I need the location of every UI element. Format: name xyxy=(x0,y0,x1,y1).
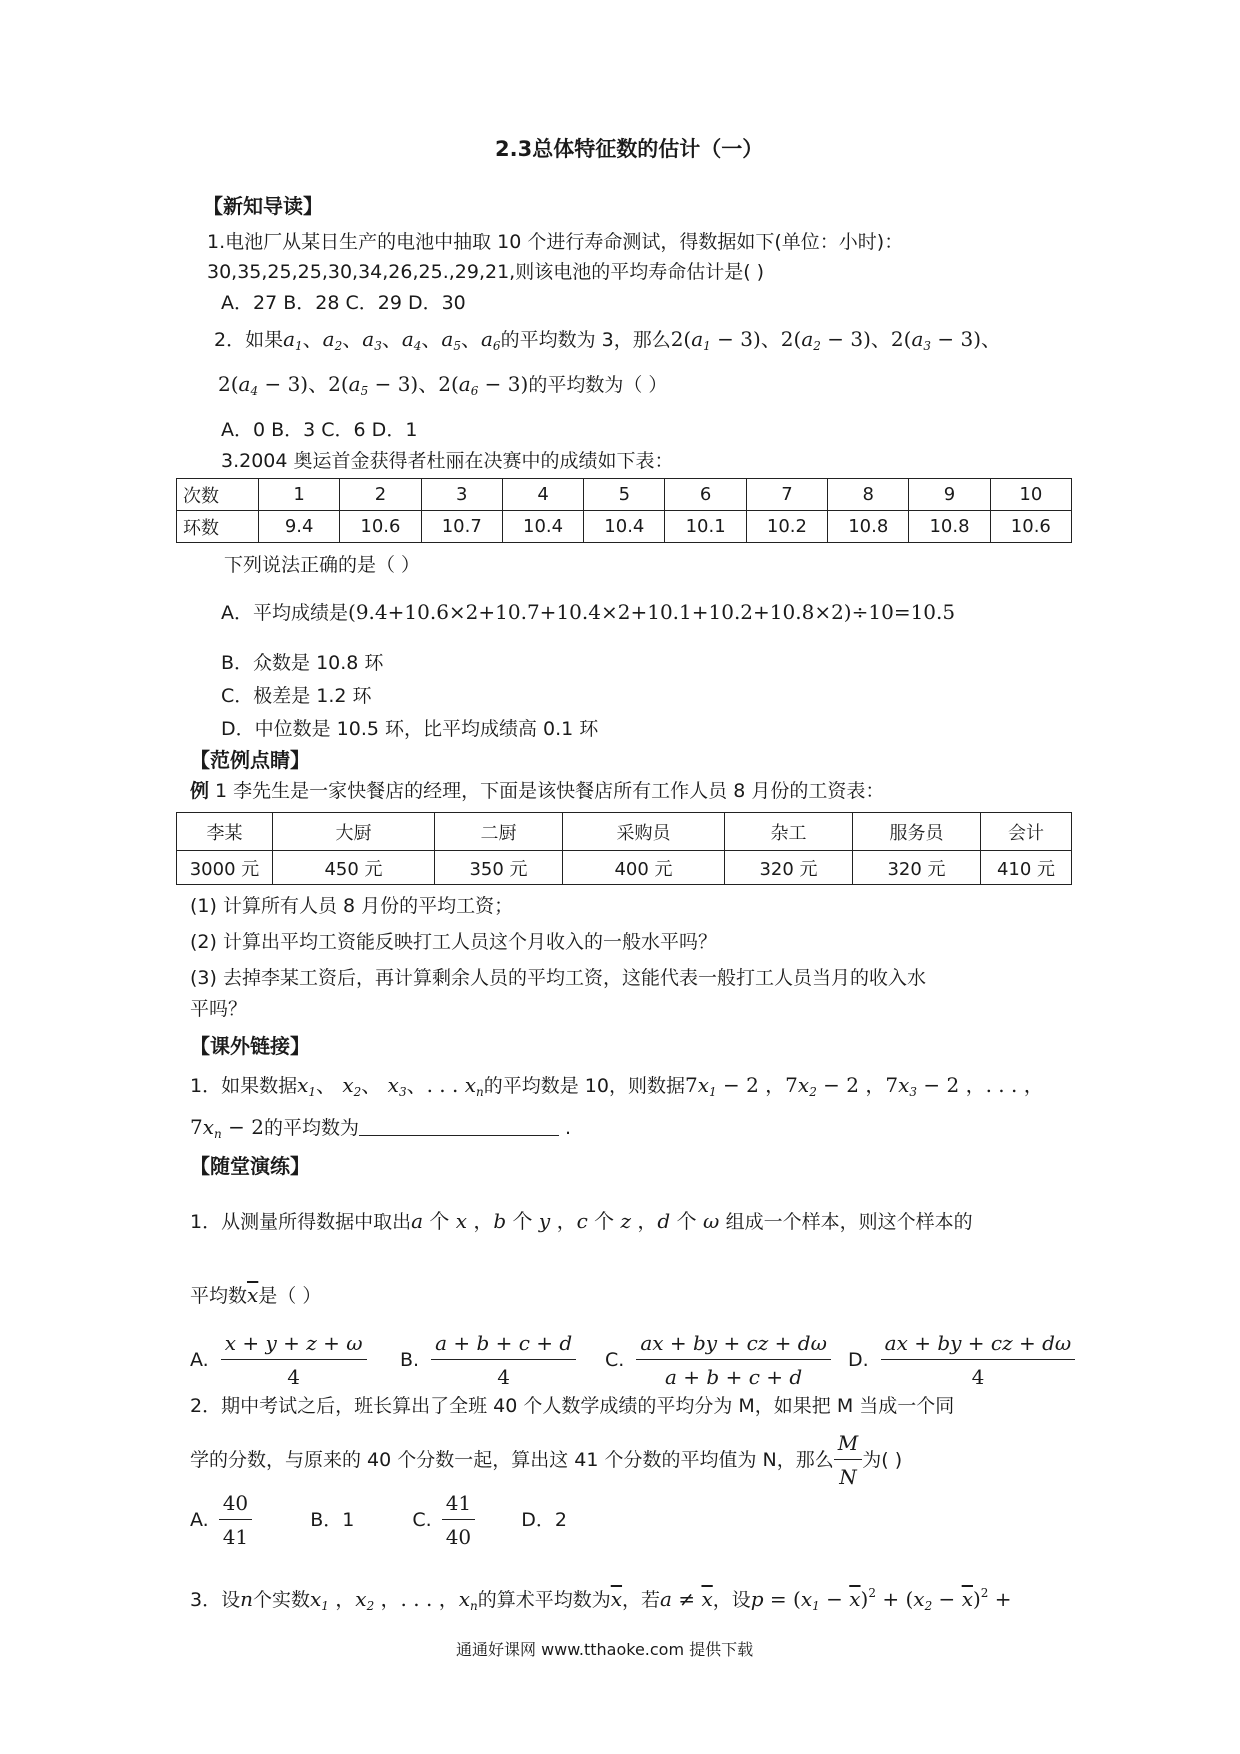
q2-line2 xyxy=(218,371,667,404)
drill-q1-line1 xyxy=(190,1208,973,1235)
example-intro xyxy=(190,778,884,804)
example-label: 例 xyxy=(190,780,210,802)
q1-line1: 1.电池厂从某日生产的电池中抽取 10 个进行寿命测试，得数据如下(单位：小时)： xyxy=(207,231,904,253)
drill-q2-end: 为( ) xyxy=(862,1449,903,1471)
drill-q3-mid3: ，若 xyxy=(622,1589,661,1611)
table-cell: 320 元 xyxy=(725,851,853,885)
table-cell: 350 元 xyxy=(435,851,563,885)
drill-q3-line1 xyxy=(190,1580,1012,1619)
drill-q1-option-a xyxy=(190,1330,367,1390)
drill-q2-line2 xyxy=(190,1430,902,1490)
drill-q1-prefix: 1．从测量所得数据中取出 xyxy=(190,1211,412,1233)
table-cell: 10.4 xyxy=(502,511,583,543)
table-cell: 3 xyxy=(421,479,502,511)
drill-q1-sample: a 个 x ，b 个 y ，c 个 z ，d 个 ω xyxy=(411,1209,720,1233)
option-d: D．2 xyxy=(521,1509,567,1531)
drill-q3-variables: $x_1$ ，$x_2$ ，. . . ，$x_n$ xyxy=(310,1587,478,1613)
drill-q1-option-d xyxy=(848,1330,1075,1390)
page-footer: 通通好课网 www.tthaoke.com 提供下载 xyxy=(456,1640,754,1659)
table-cell: 9 xyxy=(909,479,990,511)
drill-q1-option-b xyxy=(400,1330,576,1390)
table-cell: 10.7 xyxy=(421,511,502,543)
table-cell: 3000 元 xyxy=(177,851,273,885)
table-cell: 5 xyxy=(584,479,665,511)
table-cell: 400 元 xyxy=(563,851,725,885)
example-q3-line1: (3) 去掉李某工资后，再计算剩余人员的平均工资，这能代表一般打工人员当月的收入水 xyxy=(190,967,926,989)
fraction: $\frac{x + y + z + \omega}{4}$ xyxy=(221,1330,367,1390)
link-prefix: 1．如果数据 xyxy=(190,1075,298,1097)
drill-q3-condition: $a \ne \overline{x}$ xyxy=(660,1587,713,1611)
link-transformed: $7x_1 - 2$ ，$7x_2 - 2$ ，$7x_3 - 2$ ，. . . ， xyxy=(684,1073,1044,1099)
drill-q2-line1: 2．期中考试之后，班长算出了全班 40 个人数学成绩的平均分为 M，如果把 M 当成一个同 xyxy=(190,1395,955,1417)
drill-q2-options xyxy=(190,1490,567,1550)
fraction: $\frac{ax + by + cz + d\omega}{a + b + c + d}$ xyxy=(636,1330,831,1390)
table-cell: 8 xyxy=(828,479,909,511)
table-cell: 10.8 xyxy=(828,511,909,543)
q3-option-a-expr: (9.4+10.6×2+10.7+10.4×2+10.1+10.2+10.8×2)÷10=10.5 xyxy=(348,600,956,624)
q2-expr-b: $2(a_4 - 3)$、$2(a_5 - 3)$、$2(a_6 - 3)$ xyxy=(218,372,529,398)
drill-q3-p-expr: $p = (x_1 - \overline{x})^2 + (x_2 - \overline{x})^2$ + xyxy=(750,1586,1012,1613)
q2-variables: $a_1$、$a_2$、$a_3$、$a_4$、$a_5$、$a_6$ xyxy=(283,327,501,353)
x-bar-symbol: $\overline{x}$ xyxy=(247,1283,259,1307)
link-end: 的平均数为 xyxy=(263,1117,359,1139)
option-label: C. xyxy=(412,1509,432,1531)
q2-expr-a: $2(a_1 - 3)$、$2(a_2 - 3)$、$2(a_3 - 3)$、 xyxy=(670,327,1002,353)
example-q1: (1) 计算所有人员 8 月份的平均工资； xyxy=(190,895,514,917)
table-cell: 10.6 xyxy=(340,511,421,543)
section-heading-kewai: 【课外链接】 xyxy=(190,1034,310,1058)
table-cell: 4 xyxy=(502,479,583,511)
link-line1 xyxy=(190,1072,1044,1105)
table-row xyxy=(177,813,1072,851)
x-bar-symbol: $\overline{x}$ xyxy=(610,1587,623,1611)
q3-option-d: D．中位数是 10.5 环，比平均成绩高 0.1 环 xyxy=(221,718,599,740)
q2-options: A．0 B．3 C．6 D．1 xyxy=(221,419,418,441)
q3-option-a-label: A． xyxy=(221,602,253,624)
q3-option-a-text: 平均成绩是 xyxy=(253,602,349,624)
drill-q3-mid2: 的算术平均数为 xyxy=(477,1589,611,1611)
option-label: A. xyxy=(190,1349,209,1371)
fraction: $\frac{40}{41}$ xyxy=(219,1490,252,1550)
q1-options: A．27 B．28 C．29 D．30 xyxy=(221,292,466,314)
page-title: 2.3总体特征数的估计（一） xyxy=(495,137,764,161)
n-symbol: n xyxy=(240,1587,253,1611)
example-q2: (2) 计算出平均工资能反映打工人员这个月收入的一般水平吗？ xyxy=(190,931,717,953)
table-cell: 李某 xyxy=(177,813,273,851)
table-cell: 10.4 xyxy=(584,511,665,543)
link-variables: $x_1$、 $x_2$、 $x_3$、. . . $x_n$ xyxy=(297,1073,484,1099)
link-last-term: $7x_n - 2$ xyxy=(190,1115,264,1141)
table-cell: 大厨 xyxy=(273,813,435,851)
drill-q2-text: 学的分数，与原来的 40 个分数一起，算出这 41 个分数的平均值为 N，那么 xyxy=(190,1449,834,1471)
table-cell: 环数 xyxy=(177,511,259,543)
example-text: 1 李先生是一家快餐店的经理，下面是该快餐店所有工作人员 8 月份的工资表： xyxy=(209,780,885,802)
fraction: $\frac{ax + by + cz + d\omega}{4}$ xyxy=(881,1330,1076,1390)
table-cell: 二厨 xyxy=(435,813,563,851)
q2-line1 xyxy=(214,326,1001,359)
answer-blank[interactable] xyxy=(359,1115,559,1136)
option-label: D. xyxy=(848,1349,869,1371)
q3-question: 下列说法正确的是（ ） xyxy=(224,554,421,576)
table-cell: 10.6 xyxy=(990,511,1071,543)
table-cell: 次数 xyxy=(177,479,259,511)
example-q3-line2: 平吗？ xyxy=(190,998,248,1020)
q1-line2: 30,35,25,25,30,34,26,25.,29,21,则该电池的平均寿命估计是( ) xyxy=(207,261,765,283)
option-label: A. xyxy=(190,1509,209,1531)
table-cell: 杂工 xyxy=(725,813,853,851)
table-cell: 2 xyxy=(340,479,421,511)
table-cell: 10.2 xyxy=(746,511,827,543)
table-cell: 7 xyxy=(746,479,827,511)
q3-option-b: B．众数是 10.8 环 xyxy=(221,652,384,674)
option-b: B．1 xyxy=(310,1509,355,1531)
table-cell: 10 xyxy=(990,479,1071,511)
link-line2: $7x_n - 2$的平均数为 . xyxy=(190,1115,572,1141)
q2-end: 的平均数为（ ） xyxy=(528,374,668,396)
fraction: $\frac{41}{40}$ xyxy=(442,1490,475,1550)
section-heading-xinzhi: 【新知导读】 xyxy=(203,194,323,218)
q3-option-c: C．极差是 1.2 环 xyxy=(221,685,372,707)
table-cell: 450 元 xyxy=(273,851,435,885)
table-cell: 采购员 xyxy=(563,813,725,851)
wage-table xyxy=(176,812,1072,885)
table-cell: 6 xyxy=(665,479,746,511)
table-cell: 会计 xyxy=(981,813,1072,851)
table-cell: 10.8 xyxy=(909,511,990,543)
drill-q3-prefix: 3．设 xyxy=(190,1589,241,1611)
link-mid: 的平均数是 10，则数据 xyxy=(483,1075,685,1097)
table-cell: 320 元 xyxy=(853,851,981,885)
table-cell: 410 元 xyxy=(981,851,1072,885)
q3-intro: 3.2004 奥运首金获得者杜丽在决赛中的成绩如下表： xyxy=(221,450,674,472)
table-cell: 9.4 xyxy=(259,511,340,543)
drill-q1-tail: 组成一个样本，则这个样本的 xyxy=(725,1211,973,1233)
drill-q3-mid: 个实数 xyxy=(252,1589,310,1611)
option-label: B. xyxy=(400,1349,420,1371)
drill-q1-mean-label: 平均数 xyxy=(190,1285,248,1307)
scores-table xyxy=(176,478,1072,543)
drill-q1-option-c xyxy=(605,1330,831,1390)
table-cell: 服务员 xyxy=(853,813,981,851)
table-row xyxy=(177,851,1072,885)
drill-q1-end: 是（ ） xyxy=(258,1285,322,1307)
section-heading-suitang: 【随堂演练】 xyxy=(190,1154,310,1178)
q2-mid: 的平均数为 3，那么 xyxy=(500,329,671,351)
table-row xyxy=(177,511,1072,543)
table-row xyxy=(177,479,1072,511)
drill-q3-mid4: ，设 xyxy=(712,1589,751,1611)
q3-option-a xyxy=(221,599,955,626)
q2-prefix: 2．如果 xyxy=(214,329,284,351)
section-heading-fanli: 【范例点睛】 xyxy=(190,748,310,772)
fraction: $\frac{a + b + c + d}{4}$ xyxy=(431,1330,576,1390)
table-cell: 1 xyxy=(259,479,340,511)
fraction-m-over-n: $\frac{M}{N}$ xyxy=(834,1430,862,1490)
option-label: C. xyxy=(605,1349,625,1371)
table-cell: 10.1 xyxy=(665,511,746,543)
drill-q1-line2 xyxy=(190,1282,321,1309)
